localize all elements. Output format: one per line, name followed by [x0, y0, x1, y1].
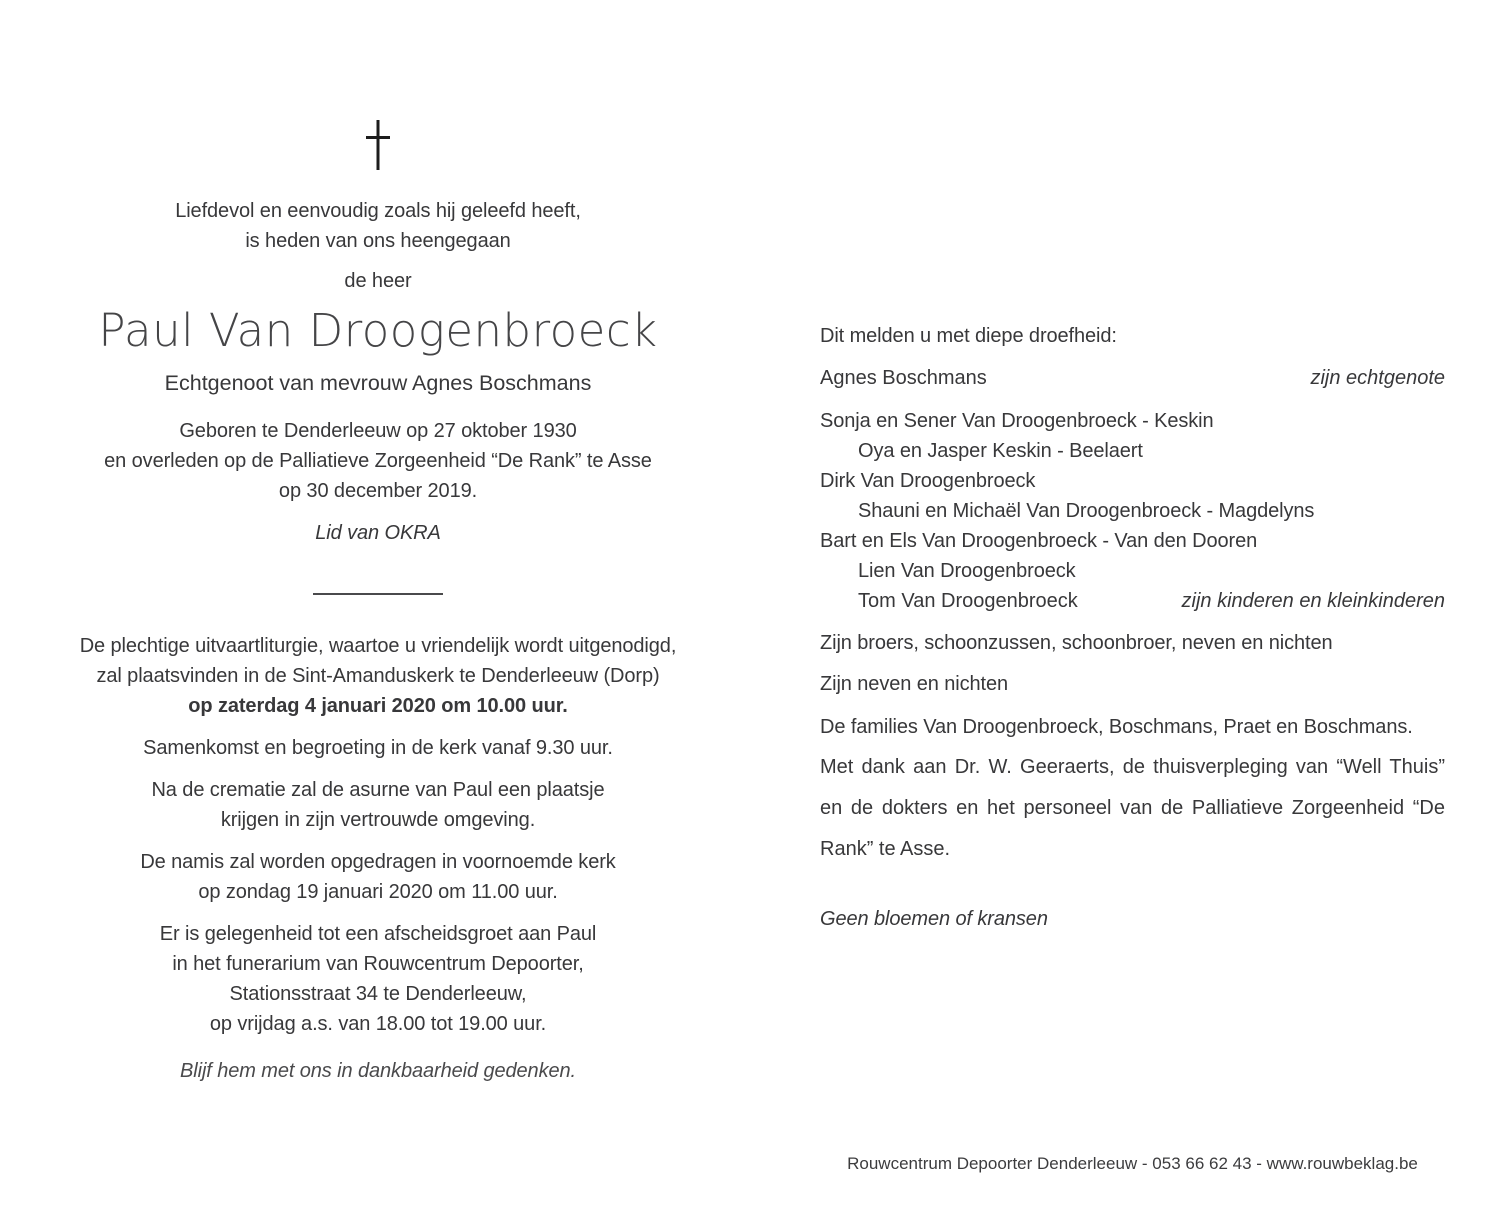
- relatives-line-1: Zijn broers, schoonzussen, schoonbroer, neven en nichten: [820, 632, 1333, 654]
- closing-sentence: Blijf hem met ons in dankbaarheid gedenken.: [180, 1060, 576, 1082]
- family-relation: zijn kinderen en kleinkinderen: [1181, 590, 1445, 612]
- relatives-line-2: Zijn neven en nichten: [820, 673, 1009, 695]
- farewell-line-2: in het funerarium van Rouwcentrum Depoorter,: [172, 953, 584, 975]
- thanks-paragraph: Met dank aan Dr. W. Geeraerts, de thuisverpleging van “Well Thuis” en de dokters en het personeel van de Palliatieve Zorgeenheid “De Rank” te Asse.: [820, 756, 1445, 860]
- latin-cross-icon: [366, 120, 390, 170]
- memorial-mass-paragraph: [25, 847, 731, 907]
- family-member: Dirk Van Droogenbroeck: [820, 470, 1036, 492]
- life-dates-paragraph: [25, 416, 731, 506]
- mass-line-2: op zondag 19 januari 2020 om 11.00 uur.: [198, 881, 558, 903]
- death-date-line: op 30 december 2019.: [278, 480, 478, 502]
- farewell-line-1: Er is gelegenheid tot een afscheidsgroet aan Paul: [159, 923, 597, 945]
- cross-horizontal-bar: [366, 136, 390, 139]
- family-list: [820, 406, 1445, 616]
- divider-line: [313, 593, 443, 595]
- family-member: Tom Van Droogenbroeck: [858, 590, 1078, 612]
- intro-line-1: Liefdevol en eenvoudig zoals hij geleefd heeft,: [175, 200, 581, 222]
- family-member: Shauni en Michaël Van Droogenbroeck - Magdelyns: [858, 500, 1315, 522]
- intro-paragraph: [25, 196, 731, 256]
- no-flowers-line: Geen bloemen of kransen: [820, 908, 1048, 930]
- intro-line-2: is heden van ons heengegaan: [245, 230, 511, 252]
- service-date-line: op zaterdag 4 januari 2020 om 10.00 uur.: [188, 695, 568, 717]
- spouse-line: Echtgenoot van mevrouw Agnes Boschmans: [164, 371, 592, 395]
- cross-wrap: [25, 120, 731, 170]
- cross-vertical-bar: [377, 120, 380, 170]
- farewell-line-3: Stationsstraat 34 te Denderleeuw,: [229, 983, 527, 1005]
- cremation-line-2: krijgen in zijn vertrouwde omgeving.: [220, 809, 536, 831]
- deceased-name: Paul Van Droogenbroeck: [98, 304, 658, 357]
- spouse-relation: zijn echtgenote: [1310, 367, 1445, 389]
- announcement-heading: Dit melden u met diepe droefheid:: [820, 325, 1117, 347]
- farewell-line-4: op vrijdag a.s. van 18.00 tot 19.00 uur.: [209, 1013, 547, 1035]
- service-line-2: zal plaatsvinden in de Sint-Amanduskerk te Denderleeuw (Dorp): [96, 665, 660, 687]
- death-place-line: en overleden op de Palliatieve Zorgeenheid “De Rank” te Asse: [104, 450, 652, 472]
- membership-line: Lid van OKRA: [315, 522, 441, 544]
- family-member: Bart en Els Van Droogenbroeck - Van den Dooren: [820, 530, 1258, 552]
- funeral-service-paragraph: [25, 631, 731, 721]
- families-line: De families Van Droogenbroeck, Boschmans, Praet en Boschmans.: [820, 716, 1413, 738]
- cremation-paragraph: [25, 775, 731, 835]
- gathering-line: Samenkomst en begroeting in de kerk vanaf 9.30 uur.: [143, 737, 613, 759]
- memorial-left-column: [25, 120, 731, 1086]
- family-member: Lien Van Droogenbroeck: [858, 560, 1076, 582]
- cremation-line-1: Na de crematie zal de asurne van Paul een plaatsje: [151, 779, 605, 801]
- funeral-home-footer: Rouwcentrum Depoorter Denderleeuw - 053 66 62 43 - www.rouwbeklag.be: [847, 1154, 1418, 1173]
- announcement-right-column: [820, 321, 1445, 934]
- salutation: de heer: [344, 270, 412, 292]
- family-member: Oya en Jasper Keskin - Beelaert: [858, 440, 1143, 462]
- service-line-1: De plechtige uitvaartliturgie, waartoe u vriendelijk wordt uitgenodigd,: [79, 635, 677, 657]
- family-member-row: [820, 586, 1445, 616]
- family-member: Sonja en Sener Van Droogenbroeck - Keskin: [820, 410, 1214, 432]
- birth-line: Geboren te Denderleeuw op 27 oktober 1930: [179, 420, 577, 442]
- spouse-row: [820, 363, 1445, 393]
- mass-line-1: De namis zal worden opgedragen in voornoemde kerk: [140, 851, 616, 873]
- spouse-name: Agnes Boschmans: [820, 367, 987, 389]
- farewell-paragraph: [25, 919, 731, 1039]
